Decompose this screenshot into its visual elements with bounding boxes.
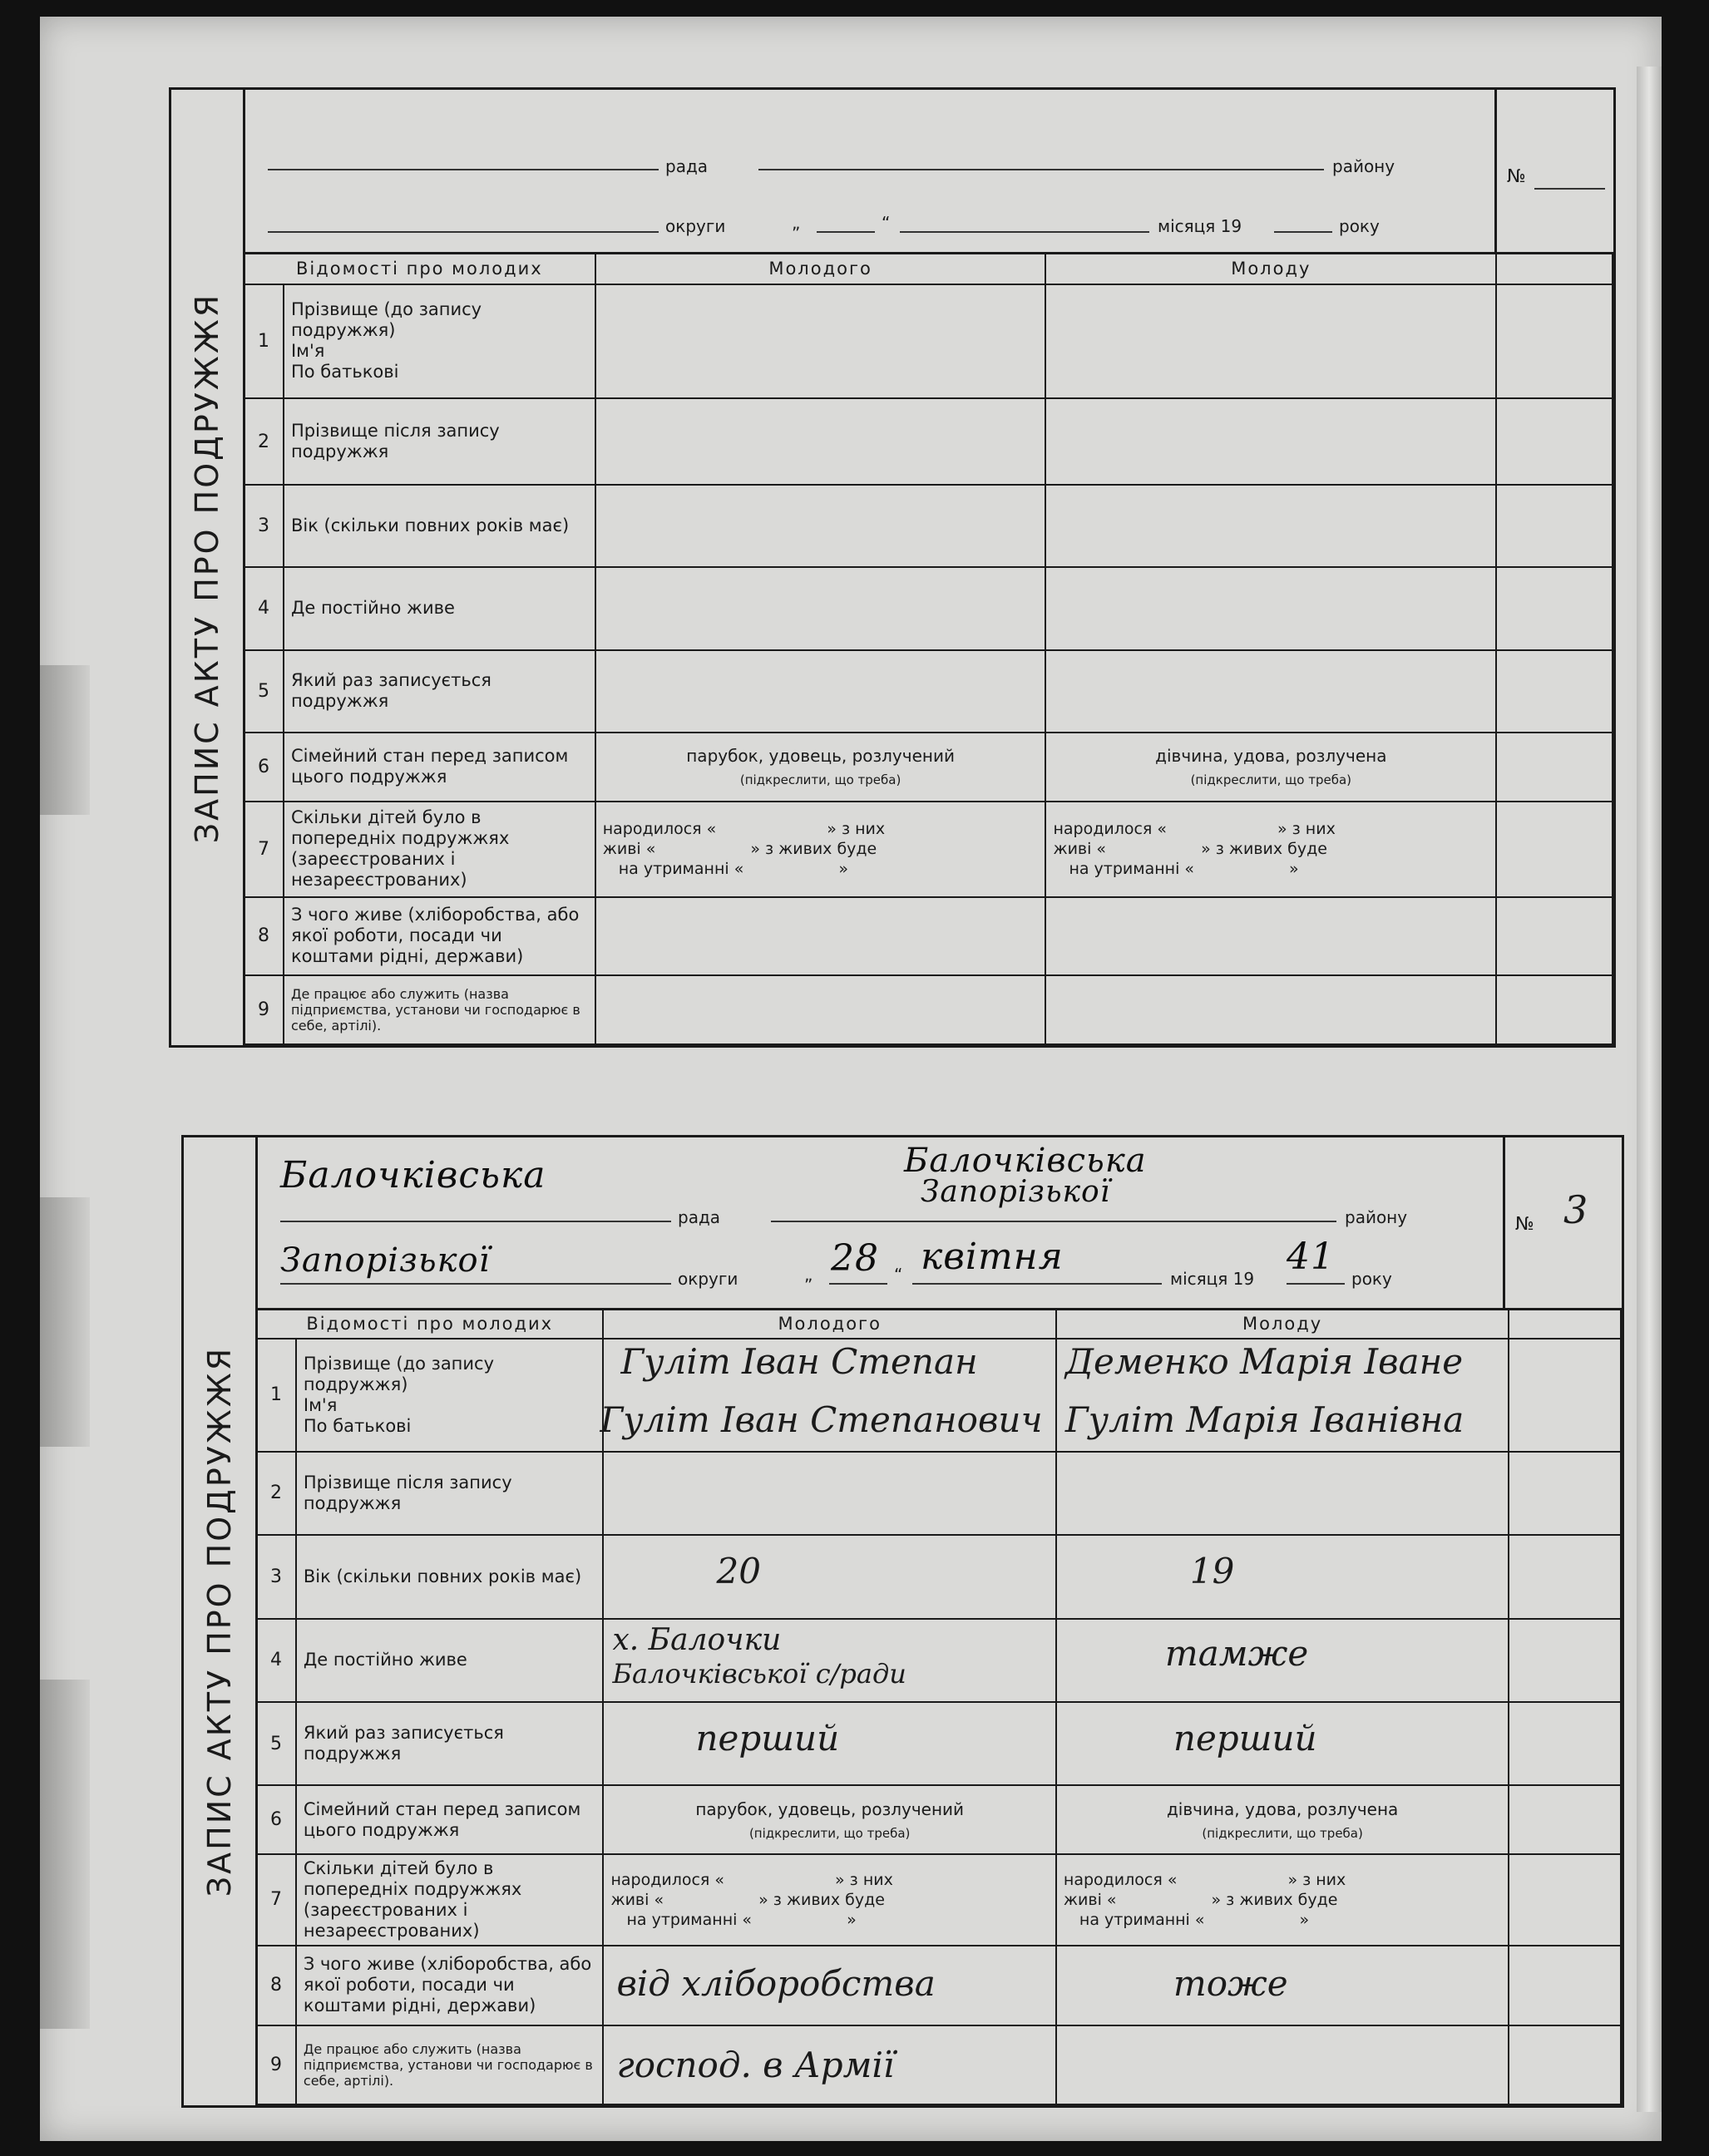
row-number: 1 — [256, 1339, 296, 1452]
row-question: З чого живе (хліборобства, або якої роботи, посади чи коштами рідні, держави) — [296, 1946, 604, 2025]
groom-name-cell — [600, 1339, 1055, 1452]
bride-residence-handwritten: тамже — [1164, 1632, 1309, 1674]
groom-residence-handwritten: х. Балочки — [612, 1622, 782, 1657]
bride-cell — [1045, 284, 1496, 399]
row-question: Скільки дітей було в попередніх подружжях (зареєстрованих і незареєстрованих) — [296, 1854, 604, 1946]
groom-residence-cell — [603, 1619, 1055, 1702]
quote-close: “ — [882, 213, 891, 233]
groom-age-handwritten: 20 — [716, 1551, 761, 1592]
raion-label: району — [1332, 156, 1395, 176]
row-number: 5 — [256, 1702, 296, 1785]
bride-cell — [1045, 897, 1496, 975]
groom-name-full-handwritten: Гуліт Іван Степанович — [600, 1399, 1043, 1441]
page-edge — [1637, 67, 1662, 2112]
row-number: 3 — [256, 1535, 296, 1618]
month-label: місяця 19 — [1158, 216, 1242, 236]
row-number: 9 — [244, 975, 284, 1045]
col-bride: Молоду — [1056, 1309, 1509, 1339]
bride-cell — [1045, 398, 1496, 485]
bride-work-cell — [1056, 2025, 1509, 2104]
groom-children: народилося « » з них живі « » з живих буде на утриманні « » — [603, 1854, 1055, 1946]
torn-edge — [40, 1197, 90, 1447]
bride-times-handwritten: перший — [1173, 1717, 1317, 1759]
raion-line — [758, 169, 1324, 170]
quote-open: „ — [804, 1265, 813, 1285]
rada-line — [280, 1221, 671, 1222]
rada-label: рада — [665, 156, 709, 176]
side-title: ЗАПИС АКТУ ПРО ПОДРУЖЖЯ — [171, 90, 245, 1045]
bride-cell — [1056, 1452, 1509, 1535]
row-question: Вік (скільки повних років має) — [284, 485, 595, 567]
row-question: Де постійно живе — [284, 567, 595, 649]
groom-living-cell — [603, 1946, 1055, 2025]
groom-children: народилося « » з них живі « » з живих буде на утриманні « » — [595, 802, 1046, 897]
bride-cell — [1045, 650, 1496, 733]
marriage-record-form-blank — [169, 87, 1616, 1048]
bride-cell — [1045, 975, 1496, 1045]
row-question: Скільки дітей було в попередніх подружжях (зареєстрованих і незареєстрованих) — [284, 802, 595, 897]
groom-times-cell — [603, 1702, 1055, 1785]
document-page — [40, 17, 1662, 2141]
form-header — [255, 1137, 1622, 1310]
row-number: 2 — [256, 1452, 296, 1535]
groom-cell — [595, 975, 1046, 1045]
row-question: Сімейний стан перед записом цього подружжя — [284, 733, 595, 802]
rada-handwritten: Балочківська — [280, 1154, 546, 1196]
year-line — [1287, 1283, 1345, 1285]
row-question: Який раз записується подружжя — [284, 650, 595, 733]
year-line — [1274, 231, 1332, 233]
okruhy-line — [280, 1283, 671, 1285]
record-number-box — [1494, 90, 1613, 252]
row-question: Де постійно живе — [296, 1619, 604, 1702]
bride-name-full-handwritten: Гуліт Марія Іванівна — [1064, 1399, 1465, 1441]
quote-open: „ — [792, 213, 801, 233]
month-label: місяця 19 — [1170, 1269, 1255, 1289]
bride-children: народилося « » з них живі « » з живих буде на утриманні « » — [1056, 1854, 1509, 1946]
number-line — [1534, 188, 1605, 190]
okruhy-handwritten: Запорізької — [280, 1241, 491, 1280]
groom-cell — [595, 567, 1046, 649]
groom-work-cell — [603, 2025, 1055, 2104]
form-header — [243, 90, 1613, 254]
row-question: Де працює або служить (назва підприємства, установи чи господарює в себе, артілі). — [284, 975, 595, 1045]
month-handwritten: квітня — [921, 1236, 1064, 1278]
groom-living-handwritten: від хліборобства — [616, 1963, 936, 2005]
col-info: Відомості про молодих — [244, 253, 595, 284]
row-question: Прізвище після запису подружжя — [296, 1452, 604, 1535]
year-label: року — [1339, 216, 1380, 236]
groom-name-handwritten: Гуліт Іван Степан — [620, 1341, 978, 1383]
row-number: 7 — [244, 802, 284, 897]
day-line — [817, 231, 875, 233]
row-number: 8 — [256, 1946, 296, 2025]
groom-times-handwritten: перший — [695, 1717, 840, 1759]
row-question: Прізвище (до запису подружжя) Ім'я По батькові — [296, 1339, 604, 1452]
row-number: 7 — [256, 1854, 296, 1946]
row-number: 9 — [256, 2025, 296, 2104]
month-line — [912, 1283, 1162, 1285]
record-table — [243, 252, 1613, 1045]
bride-age-handwritten: 19 — [1189, 1551, 1235, 1592]
number-label: № — [1507, 166, 1526, 187]
day-handwritten: 28 — [831, 1237, 879, 1280]
groom-cell — [595, 398, 1046, 485]
col-bride: Молоду — [1045, 253, 1496, 284]
row-number: 4 — [256, 1619, 296, 1702]
record-number-box — [1503, 1137, 1622, 1308]
raion-handwritten-2: Запорізької — [921, 1175, 1111, 1209]
bride-name-handwritten: Деменко Марія Іване — [1064, 1341, 1464, 1383]
bride-living-cell — [1056, 1946, 1509, 2025]
groom-age-cell — [603, 1535, 1055, 1618]
record-number-handwritten: 3 — [1563, 1187, 1588, 1232]
groom-marital-options: парубок, удовець, розлучений (підкреслити, що треба) — [603, 1785, 1055, 1853]
row-number: 3 — [244, 485, 284, 567]
year-handwritten: 41 — [1287, 1236, 1335, 1278]
torn-edge — [40, 1680, 90, 2029]
bride-children: народилося « » з них живі « » з живих буде на утриманні « » — [1045, 802, 1496, 897]
record-table — [255, 1308, 1622, 2105]
col-info: Відомості про молодих — [256, 1309, 603, 1339]
col-groom: Молодого — [603, 1309, 1055, 1339]
bride-residence-cell — [1056, 1619, 1509, 1702]
row-question: Сімейний стан перед записом цього подружжя — [296, 1785, 604, 1853]
row-number: 5 — [244, 650, 284, 733]
row-question: Вік (скільки повних років має) — [296, 1535, 604, 1618]
groom-work-handwritten: господ. в Армії — [616, 2044, 895, 2085]
groom-cell — [595, 284, 1046, 399]
raion-line — [771, 1221, 1336, 1222]
raion-handwritten: Балочківська — [904, 1142, 1147, 1180]
bride-marital-options: дівчина, удова, розлучена (підкреслити, що треба) — [1045, 733, 1496, 802]
okruhy-label: округи — [678, 1269, 738, 1289]
rada-label: рада — [678, 1207, 721, 1227]
groom-cell — [603, 1452, 1055, 1535]
groom-marital-options: парубок, удовець, розлучений (підкреслити, що треба) — [595, 733, 1046, 802]
row-number: 6 — [256, 1785, 296, 1853]
groom-residence-handwritten-2: Балочківської с/ради — [612, 1657, 906, 1690]
row-number: 4 — [244, 567, 284, 649]
okruhy-line — [268, 231, 659, 233]
marriage-record-form-filled — [181, 1135, 1624, 2108]
bride-cell — [1045, 485, 1496, 567]
torn-edge — [40, 665, 90, 815]
groom-cell — [595, 650, 1046, 733]
bride-age-cell — [1056, 1535, 1509, 1618]
bride-cell — [1045, 567, 1496, 649]
bride-times-cell — [1056, 1702, 1509, 1785]
number-label: № — [1515, 1214, 1534, 1235]
row-number: 1 — [244, 284, 284, 399]
groom-cell — [595, 897, 1046, 975]
bride-name-cell — [1056, 1339, 1509, 1452]
row-question: Де працює або служить (назва підприємства, установи чи господарює в себе, артілі). — [296, 2025, 604, 2104]
groom-cell — [595, 485, 1046, 567]
bride-marital-options: дівчина, удова, розлучена (підкреслити, що треба) — [1056, 1785, 1509, 1853]
month-line — [900, 231, 1149, 233]
day-line — [829, 1283, 887, 1285]
row-question: З чого живе (хліборобства, або якої роботи, посади чи коштами рідні, держави) — [284, 897, 595, 975]
bride-living-handwritten: тоже — [1173, 1963, 1288, 2005]
quote-close: “ — [894, 1265, 903, 1285]
raion-label: району — [1345, 1207, 1408, 1227]
row-number: 6 — [244, 733, 284, 802]
row-number: 8 — [244, 897, 284, 975]
rada-line — [268, 169, 659, 170]
row-question: Прізвище після запису подружжя — [284, 398, 595, 485]
row-number: 2 — [244, 398, 284, 485]
row-question: Прізвище (до запису подружжя) Ім'я По батькові — [284, 284, 595, 399]
col-groom: Молодого — [595, 253, 1046, 284]
side-title: ЗАПИС АКТУ ПРО ПОДРУЖЖЯ — [184, 1137, 258, 2105]
okruhy-label: округи — [665, 216, 726, 236]
row-question: Який раз записується подружжя — [296, 1702, 604, 1785]
year-label: року — [1351, 1269, 1392, 1289]
